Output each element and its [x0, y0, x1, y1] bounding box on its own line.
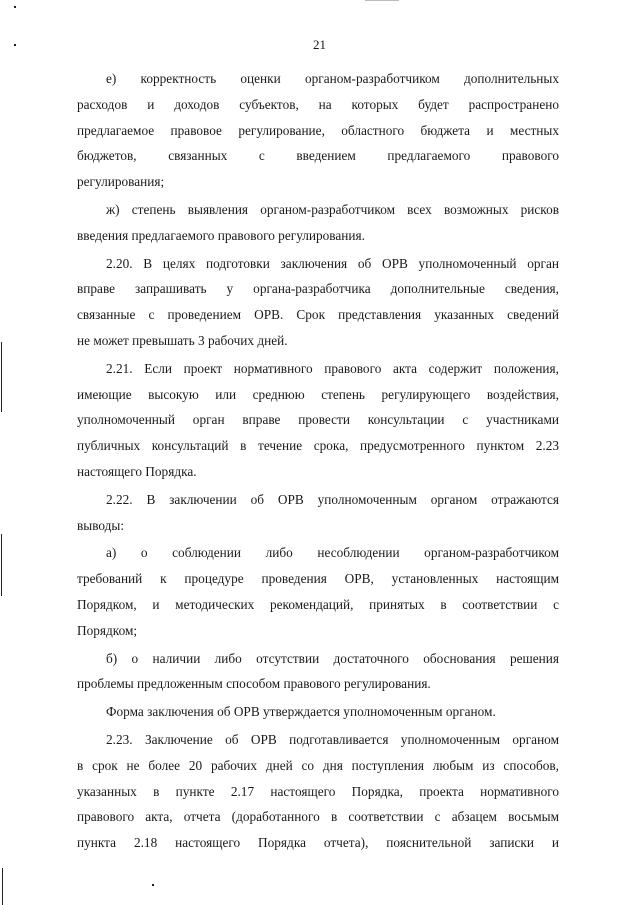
scan-margin-line: [1, 534, 2, 596]
paragraph: [77, 251, 559, 354]
text-line: пункта 2.18 настоящего Порядка отчета), пояснительной записки и: [77, 835, 559, 851]
text-line: вправе запрашивать у органа-разработчика дополнительные сведения,: [77, 281, 559, 297]
paragraph: [77, 646, 559, 698]
paragraph: [77, 197, 559, 249]
text-line: а) о соблюдении либо несоблюдении органом-разработчиком: [106, 545, 559, 561]
text-line: требований к процедуре проведения ОРВ, установленных настоящим: [77, 571, 559, 587]
text-line: регулирования;: [77, 174, 165, 190]
text-line: указанных в пункте 2.17 настоящего Порядка, проекта нормативного: [77, 783, 559, 799]
scan-speck: [152, 884, 154, 886]
text-line: предлагаемое правовое регулирование, областного бюджета и местных: [77, 122, 559, 138]
paragraph: [77, 699, 559, 725]
text-line: б) о наличии либо отсутствии достаточного обоснования решения: [106, 650, 559, 666]
paragraph: [77, 66, 559, 195]
text-line: бюджетов, связанных с введением предлагаемого правового: [77, 148, 559, 164]
text-line: уполномоченный орган вправе провести консультации с участниками: [77, 412, 559, 428]
page-number: 21: [313, 37, 326, 52]
text-line: настоящего Порядка.: [77, 463, 197, 479]
paragraph: [77, 356, 559, 485]
paragraph: [77, 487, 559, 539]
text-line: проблемы предложенным способом правового регулирования.: [77, 676, 431, 692]
text-line: имеющие высокую или среднюю степень регулирующего воздействия,: [77, 386, 559, 402]
text-line: выводы:: [77, 517, 125, 533]
paragraph: [77, 727, 559, 856]
text-line: введения предлагаемого правового регулирования.: [77, 227, 365, 243]
paragraph: [77, 540, 559, 643]
text-line: 2.20. В целях подготовки заключения об ОРВ уполномоченный орган: [106, 255, 559, 271]
document-body: [77, 66, 559, 856]
text-line: публичных консультаций в течение срока, предусмотренного пунктом 2.23: [77, 438, 559, 454]
text-line: ж) степень выявления органом-разработчиком всех возможных рисков: [106, 201, 559, 217]
scan-margin-line: [1, 342, 2, 412]
text-line: Порядком;: [77, 622, 138, 638]
text-line: е) корректность оценки органом-разработчиком дополнительных: [106, 71, 559, 86]
text-line: 2.23. Заключение об ОРВ подготавливается уполномоченным органом: [106, 731, 559, 747]
text-line: связанные с проведением ОРВ. Срок представления указанных сведений: [77, 307, 559, 323]
scan-margin-line: [2, 868, 3, 905]
text-line: Форма заключения об ОРВ утверждается уполномоченным органом.: [106, 704, 496, 720]
text-line: не может превышать 3 рабочих дней.: [77, 332, 288, 348]
text-line: Порядком, и методических рекомендаций, принятых в соответствии с: [77, 596, 559, 612]
text-line: расходов и доходов субъектов, на которых будет распространено: [77, 96, 559, 112]
text-line: в срок не более 20 рабочих дней со дня поступления любым из способов,: [77, 757, 559, 773]
scan-speck: [14, 6, 16, 8]
text-line: 2.22. В заключении об ОРВ уполномоченным органом отражаются: [106, 491, 559, 507]
text-line: правового акта, отчета (доработанного в соответствии с абзацем восьмым: [77, 809, 559, 825]
scan-edge-line: [365, 0, 399, 1]
text-line: 2.21. Если проект нормативного правового акта содержит положения,: [106, 360, 559, 376]
